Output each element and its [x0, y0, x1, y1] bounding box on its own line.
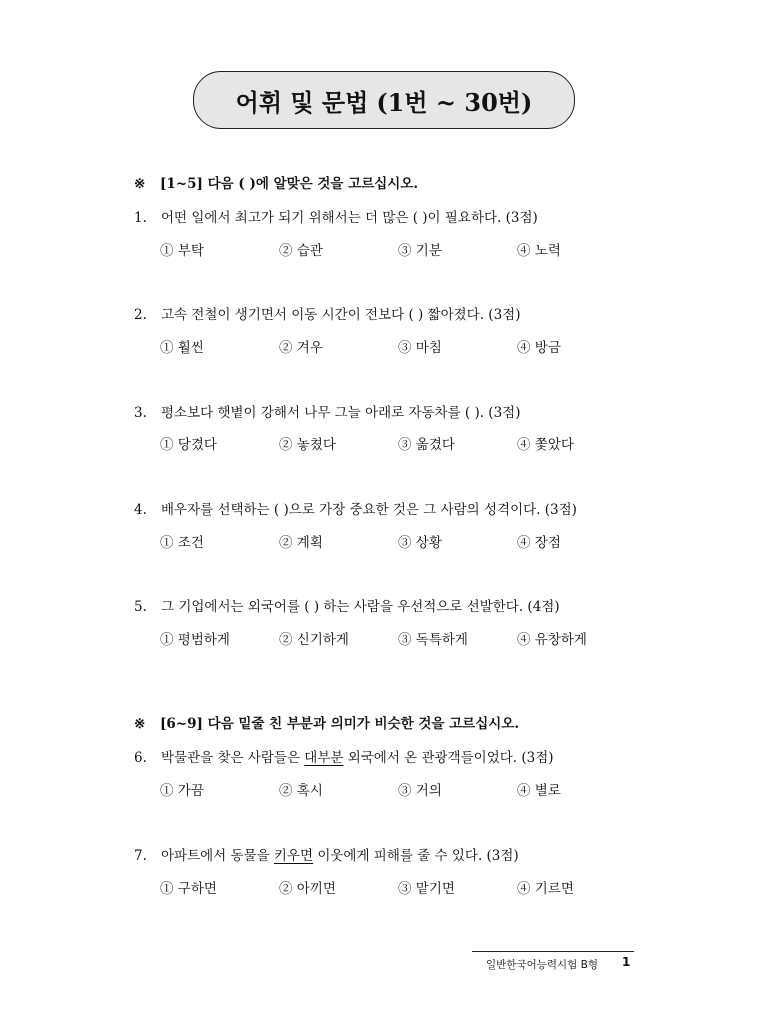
footer-exam-name: 일반한국어능력시험 B형 — [486, 959, 598, 971]
option-4[interactable]: ④ 노력 — [517, 243, 561, 259]
question-number: 3. — [134, 405, 147, 421]
option-4[interactable]: ④ 별로 — [517, 783, 561, 799]
option-2[interactable]: ② 계획 — [279, 535, 323, 551]
question-text: 어떤 일에서 최고가 되기 위해서는 더 많은 ( )이 필요하다. (3점) — [161, 210, 538, 226]
option-2[interactable]: ② 놓쳤다 — [279, 437, 336, 453]
question-7 — [134, 844, 519, 864]
underlined-word: 키우면 — [273, 848, 314, 864]
question-text: 고속 전철이 생기면서 이동 시간이 전보다 ( ) 짧아졌다. (3점) — [161, 307, 521, 323]
option-3[interactable]: ③ 마침 — [398, 340, 442, 356]
option-2[interactable]: ② 아끼면 — [279, 881, 336, 897]
option-4[interactable]: ④ 쫓았다 — [517, 437, 574, 453]
question-5 — [134, 595, 560, 615]
question-text: 배우자를 선택하는 ( )으로 가장 중요한 것은 그 사람의 성격이다. (3점) — [161, 502, 577, 518]
question-text-after: 외국에서 온 관광객들이었다. (3점) — [343, 750, 554, 766]
section-title: 어휘 및 문법 — [235, 87, 369, 117]
option-2[interactable]: ② 혹시 — [279, 783, 323, 799]
reference-mark: ※ — [134, 176, 146, 192]
option-1[interactable]: ① 조건 — [160, 535, 204, 551]
question-text: 그 기업에서는 외국어를 ( ) 하는 사람을 우선적으로 선발한다. (4점) — [161, 599, 560, 615]
option-1[interactable]: ① 평범하게 — [160, 632, 230, 648]
option-3[interactable]: ③ 상황 — [398, 535, 442, 551]
option-1[interactable]: ① 부탁 — [160, 243, 204, 259]
option-3[interactable]: ③ 독특하게 — [398, 632, 468, 648]
question-number: 1. — [134, 210, 147, 226]
question-text-before: 아파트에서 동물을 — [161, 848, 274, 864]
option-2[interactable]: ② 겨우 — [279, 340, 323, 356]
underlined-word: 대부분 — [304, 750, 344, 766]
footer-divider — [472, 951, 634, 952]
instruction-text: [1~5] 다음 ( )에 알맞은 것을 고르십시오. — [160, 176, 419, 192]
instruction-2 — [134, 712, 519, 732]
section-title-box — [193, 71, 575, 129]
question-text-before: 박물관을 찾은 사람들은 — [161, 750, 305, 766]
option-4[interactable]: ④ 장점 — [517, 535, 561, 551]
option-2[interactable]: ② 신기하게 — [279, 632, 349, 648]
question-1 — [134, 206, 538, 226]
question-3 — [134, 401, 520, 421]
option-1[interactable]: ① 당겼다 — [160, 437, 217, 453]
question-4 — [134, 498, 577, 518]
option-3[interactable]: ③ 거의 — [398, 783, 442, 799]
option-3[interactable]: ③ 옮겼다 — [398, 437, 455, 453]
instruction-text: [6~9] 다음 밑줄 친 부분과 의미가 비슷한 것을 고르십시오. — [160, 716, 520, 732]
option-3[interactable]: ③ 기분 — [398, 243, 442, 259]
option-4[interactable]: ④ 기르면 — [517, 881, 574, 897]
question-number: 4. — [134, 502, 147, 518]
option-3[interactable]: ③ 맡기면 — [398, 881, 455, 897]
question-6 — [134, 746, 554, 766]
question-number: 2. — [134, 307, 147, 323]
question-2 — [134, 303, 520, 323]
question-number: 5. — [134, 599, 147, 615]
option-1[interactable]: ① 훨씬 — [160, 340, 204, 356]
option-1[interactable]: ① 가끔 — [160, 783, 204, 799]
page-number: 1 — [622, 955, 631, 969]
question-number: 6. — [134, 750, 147, 766]
option-2[interactable]: ② 습관 — [279, 243, 323, 259]
question-number: 7. — [134, 848, 147, 864]
reference-mark: ※ — [134, 716, 146, 732]
section-range: (1번 ~ 30번) — [376, 87, 533, 117]
question-text-after: 이웃에게 피해를 줄 수 있다. (3점) — [313, 848, 519, 864]
instruction-1 — [134, 172, 418, 192]
option-1[interactable]: ① 구하면 — [160, 881, 217, 897]
option-4[interactable]: ④ 유창하게 — [517, 632, 587, 648]
question-text: 평소보다 햇볕이 강해서 나무 그늘 아래로 자동차를 ( ). (3점) — [161, 405, 521, 421]
option-4[interactable]: ④ 방금 — [517, 340, 561, 356]
